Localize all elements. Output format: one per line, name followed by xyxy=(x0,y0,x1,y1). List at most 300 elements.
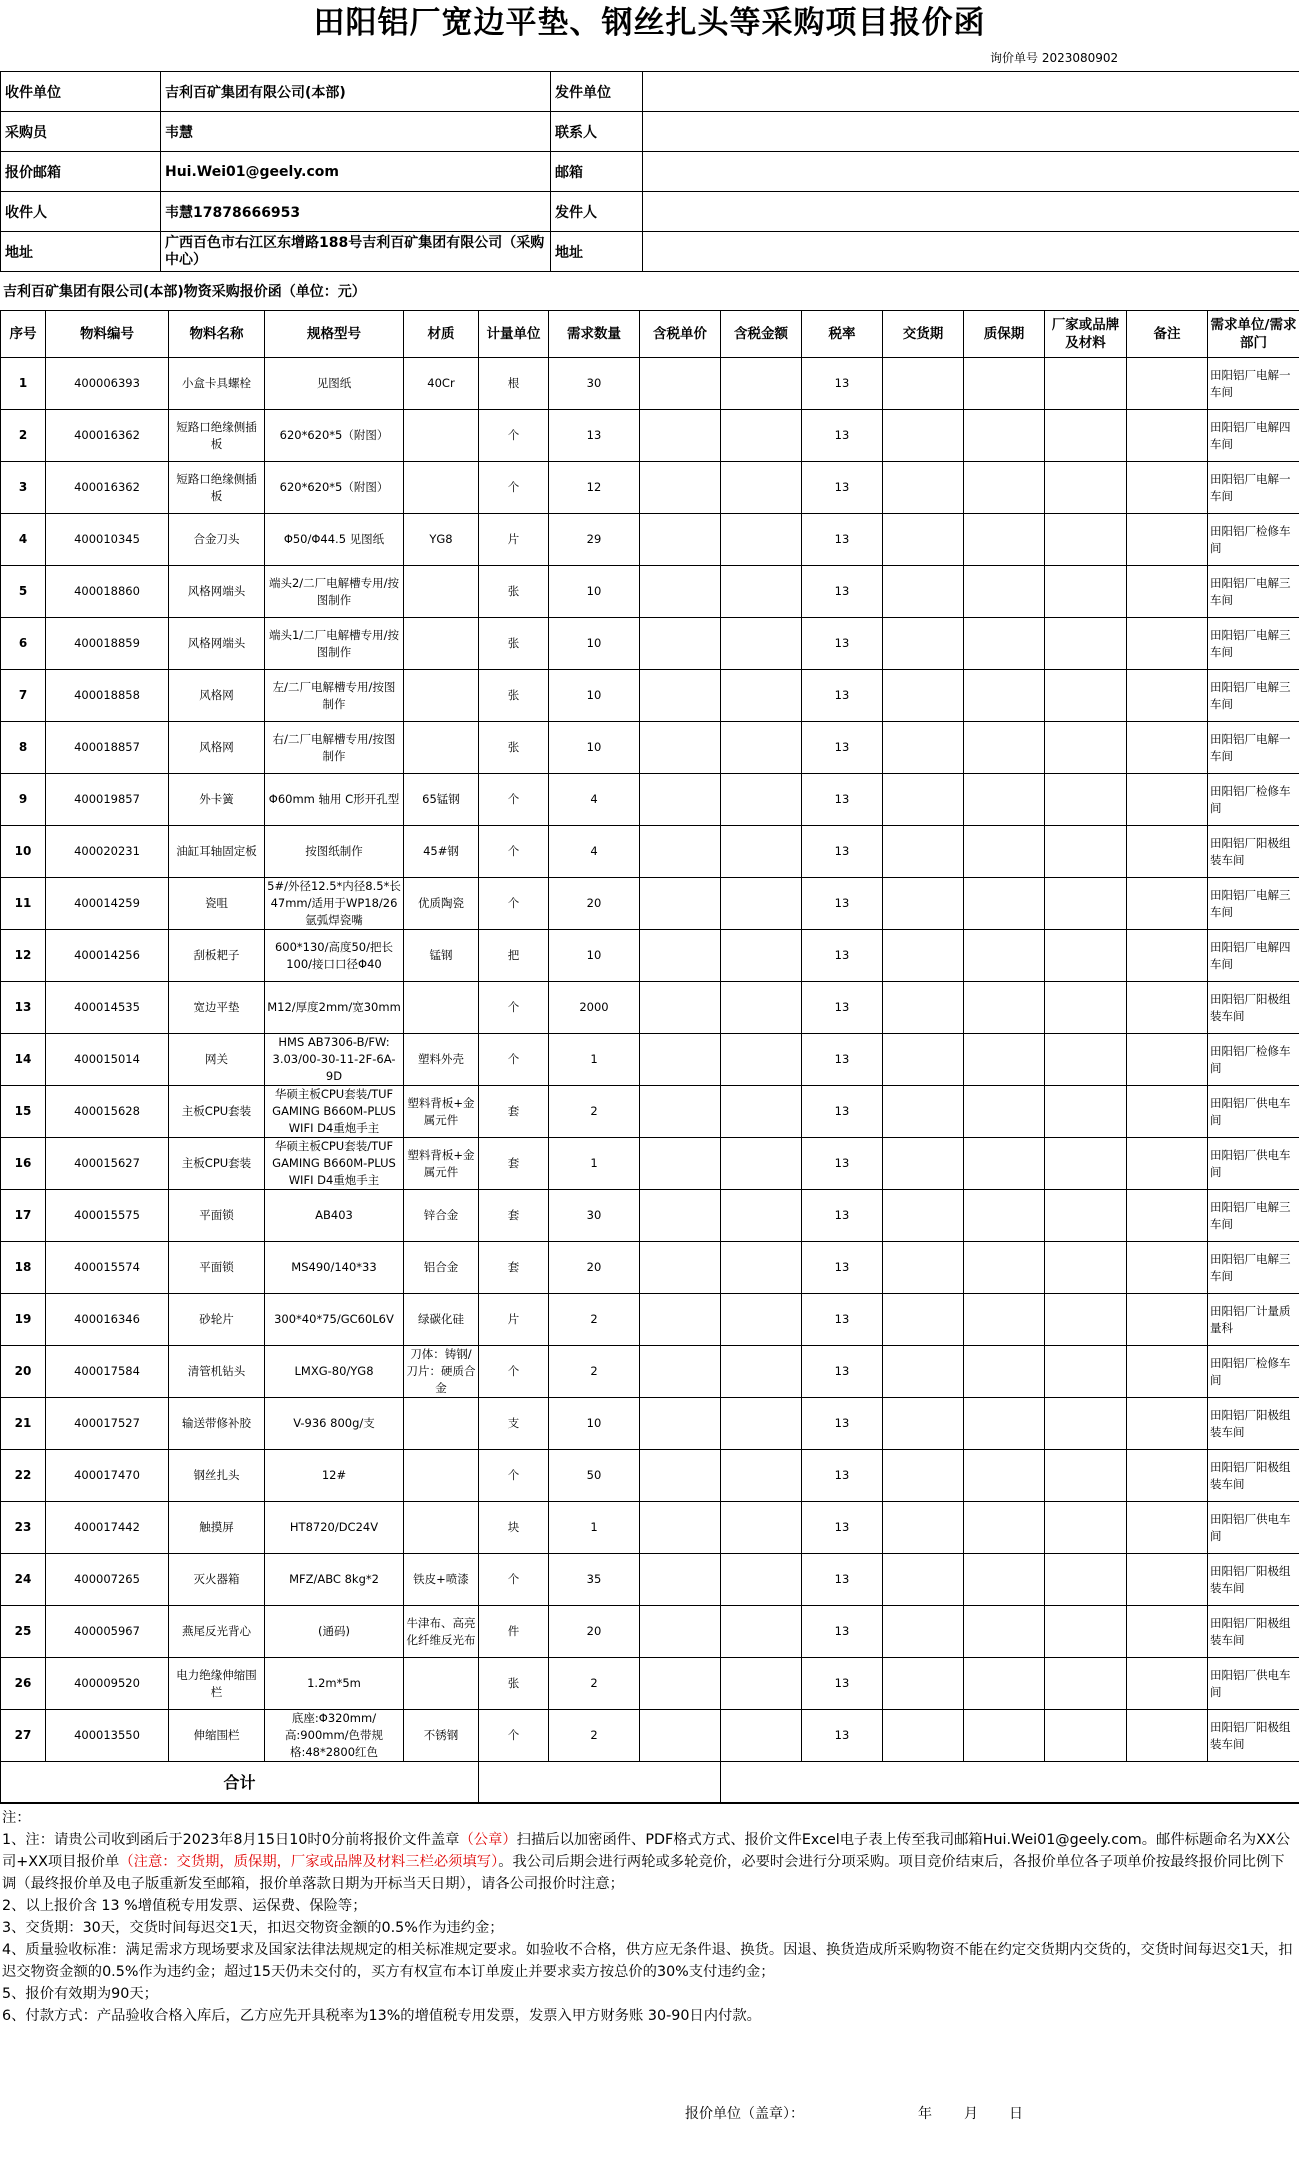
table-cell: 18 xyxy=(1,1242,46,1294)
signature-month: 月 xyxy=(964,2106,978,2122)
table-cell: 1 xyxy=(1,358,46,410)
table-cell xyxy=(964,1190,1045,1242)
table-cell: 伸缩围栏 xyxy=(169,1710,265,1762)
table-cell xyxy=(1127,1606,1208,1658)
table-cell xyxy=(1045,1190,1127,1242)
table-cell: 5 xyxy=(1,566,46,618)
table-cell: 塑料背板+金属元件 xyxy=(404,1086,479,1138)
table-cell: 8 xyxy=(1,722,46,774)
table-cell: 400005967 xyxy=(46,1606,169,1658)
table-cell: 2 xyxy=(1,410,46,462)
table-row xyxy=(1,670,1299,722)
table-cell: 12# xyxy=(265,1450,404,1502)
table-cell: 20 xyxy=(549,878,640,930)
table-cell xyxy=(883,1346,964,1398)
table-cell: 4 xyxy=(549,774,640,826)
table-cell: 主板CPU套装 xyxy=(169,1086,265,1138)
header-label-2: 地址 xyxy=(551,232,643,272)
table-cell xyxy=(1127,774,1208,826)
table-cell: 右/二厂电解槽专用/按图制作 xyxy=(265,722,404,774)
table-cell xyxy=(640,930,721,982)
table-cell: 张 xyxy=(479,722,549,774)
table-row xyxy=(1,1346,1299,1398)
table-cell: 田阳铝厂阳极组装车间 xyxy=(1208,1398,1299,1450)
column-header: 物料名称 xyxy=(169,311,265,358)
table-cell: HT8720/DC24V xyxy=(265,1502,404,1554)
header-label-2: 邮箱 xyxy=(551,152,643,192)
table-cell: 19 xyxy=(1,1294,46,1346)
table-cell xyxy=(883,878,964,930)
table-cell: 田阳铝厂电解一车间 xyxy=(1208,358,1299,410)
table-cell: 锰钢 xyxy=(404,930,479,982)
table-cell xyxy=(1127,1242,1208,1294)
table-cell: 40Cr xyxy=(404,358,479,410)
table-row xyxy=(1,1398,1299,1450)
table-row xyxy=(1,1606,1299,1658)
table-row xyxy=(1,566,1299,618)
table-cell xyxy=(1045,878,1127,930)
header-row xyxy=(1,72,1299,112)
table-cell: 牛津布、高亮化纤维反光布 xyxy=(404,1606,479,1658)
table-cell xyxy=(883,930,964,982)
table-cell: 400018860 xyxy=(46,566,169,618)
header-label-2: 发件人 xyxy=(551,192,643,232)
table-cell: 塑料外壳 xyxy=(404,1034,479,1086)
column-header: 含税单价 xyxy=(640,311,721,358)
table-cell: 10 xyxy=(549,930,640,982)
table-cell: 个 xyxy=(479,1710,549,1762)
table-row xyxy=(1,1034,1299,1086)
table-cell xyxy=(964,826,1045,878)
table-cell: 10 xyxy=(549,566,640,618)
table-row xyxy=(1,1502,1299,1554)
table-cell: 10 xyxy=(549,670,640,722)
table-cell: 刮板耙子 xyxy=(169,930,265,982)
table-cell: 1 xyxy=(549,1034,640,1086)
table-cell: 15 xyxy=(1,1086,46,1138)
column-header: 质保期 xyxy=(964,311,1045,358)
table-cell xyxy=(1045,1398,1127,1450)
table-cell: 400018857 xyxy=(46,722,169,774)
table-cell xyxy=(1127,722,1208,774)
table-cell xyxy=(1045,1242,1127,1294)
table-cell xyxy=(1127,878,1208,930)
note-4: 4、质量验收标准：满足需求方现场要求及国家法律法规规定的相关标准规定要求。如验收不合格，供方应无条件退、换货。因退、换货造成所采购物资不能在约定交货期内交货的，交货时间每迟交1天，扣迟交物资金额的0.5%作为违约金；超过15天仍未交付的，买方有权宣布本订单废止并要求卖方按总价的30%支付违约金； xyxy=(2,1942,1293,1980)
table-cell xyxy=(1127,1398,1208,1450)
table-row xyxy=(1,930,1299,982)
table-cell: 左/二厂电解槽专用/按图制作 xyxy=(265,670,404,722)
table-cell: 田阳铝厂电解三车间 xyxy=(1208,670,1299,722)
table-cell xyxy=(404,1502,479,1554)
table-cell: 13 xyxy=(802,1086,883,1138)
table-cell: 13 xyxy=(549,410,640,462)
table-cell: 20 xyxy=(549,1606,640,1658)
note-5: 5、报价有效期为90天； xyxy=(2,1986,158,2002)
table-cell xyxy=(1045,358,1127,410)
table-cell xyxy=(721,566,802,618)
table-cell xyxy=(1127,1554,1208,1606)
table-cell: 铝合金 xyxy=(404,1242,479,1294)
table-cell xyxy=(721,1190,802,1242)
signature-day: 日 xyxy=(1009,2106,1023,2122)
table-cell: 26 xyxy=(1,1658,46,1710)
table-cell: 端头2/二厂电解槽专用/按图制作 xyxy=(265,566,404,618)
table-cell: 田阳铝厂电解三车间 xyxy=(1208,618,1299,670)
table-cell xyxy=(883,1294,964,1346)
table-cell xyxy=(640,670,721,722)
table-cell xyxy=(721,1606,802,1658)
table-cell xyxy=(640,722,721,774)
table-cell xyxy=(1127,1294,1208,1346)
table-cell: HMS AB7306-B/FW: 3.03/00-30-11-2F-6A-9D xyxy=(265,1034,404,1086)
table-cell xyxy=(404,982,479,1034)
table-cell xyxy=(964,1138,1045,1190)
table-cell: 小盒卡具螺栓 xyxy=(169,358,265,410)
note-6: 6、付款方式：产品验收合格入库后，乙方应先开具税率为13%的增值税专用发票，发票入甲方财务账 30-90日内付款。 xyxy=(2,2008,761,2024)
table-cell: 24 xyxy=(1,1554,46,1606)
table-cell: 400016362 xyxy=(46,462,169,514)
table-cell: 13 xyxy=(802,878,883,930)
table-cell: 21 xyxy=(1,1398,46,1450)
table-cell xyxy=(883,1138,964,1190)
table-row xyxy=(1,1710,1299,1762)
table-cell: 2 xyxy=(549,1294,640,1346)
table-cell xyxy=(964,878,1045,930)
table-cell xyxy=(964,1502,1045,1554)
note-1-part-c: 扫描后以加密函件、PDF格式方式、报价文件Excel电子表上传至我司邮箱Hui.Wei01@geely.com。邮件标题命名为XX公司+XX项目报价单 xyxy=(2,1832,1290,1870)
table-cell xyxy=(404,722,479,774)
table-cell xyxy=(1127,1034,1208,1086)
table-cell xyxy=(640,1606,721,1658)
table-cell xyxy=(640,826,721,878)
table-cell: 10 xyxy=(549,618,640,670)
table-cell xyxy=(1045,1086,1127,1138)
table-cell xyxy=(640,1242,721,1294)
table-cell: 油缸耳轴固定板 xyxy=(169,826,265,878)
table-cell: 20 xyxy=(549,1242,640,1294)
table-cell: 400010345 xyxy=(46,514,169,566)
header-label-2: 发件单位 xyxy=(551,72,643,112)
table-cell xyxy=(404,410,479,462)
table-cell: 400017470 xyxy=(46,1450,169,1502)
table-cell xyxy=(964,1710,1045,1762)
table-cell: 1 xyxy=(549,1502,640,1554)
table-cell xyxy=(1127,358,1208,410)
table-cell: 端头1/二厂电解槽专用/按图制作 xyxy=(265,618,404,670)
table-cell xyxy=(721,1138,802,1190)
table-cell: 块 xyxy=(479,1502,549,1554)
table-cell xyxy=(1127,982,1208,1034)
table-cell xyxy=(640,1034,721,1086)
table-cell: 田阳铝厂供电车间 xyxy=(1208,1658,1299,1710)
table-cell: 田阳铝厂电解四车间 xyxy=(1208,930,1299,982)
table-cell: Φ50/Φ44.5 见图纸 xyxy=(265,514,404,566)
table-cell: 个 xyxy=(479,1346,549,1398)
notes-section xyxy=(0,1803,1299,2176)
table-cell: 14 xyxy=(1,1034,46,1086)
table-cell: 田阳铝厂检修车间 xyxy=(1208,1034,1299,1086)
table-cell: 400015628 xyxy=(46,1086,169,1138)
column-header: 交货期 xyxy=(883,311,964,358)
table-cell: 套 xyxy=(479,1138,549,1190)
table-cell: 45#钢 xyxy=(404,826,479,878)
table-cell xyxy=(1127,1138,1208,1190)
table-row xyxy=(1,878,1299,930)
table-title: 吉利百矿集团有限公司(本部)物资采购报价函（单位：元） xyxy=(3,284,366,300)
table-cell xyxy=(964,1242,1045,1294)
table-cell: 田阳铝厂电解一车间 xyxy=(1208,462,1299,514)
header-row xyxy=(1,192,1299,232)
table-cell xyxy=(404,1398,479,1450)
table-cell: 田阳铝厂阳极组装车间 xyxy=(1208,826,1299,878)
table-cell xyxy=(883,462,964,514)
table-cell: 13 xyxy=(802,774,883,826)
table-cell xyxy=(640,1658,721,1710)
table-cell xyxy=(640,1086,721,1138)
table-cell: 300*40*75/GC60L6V xyxy=(265,1294,404,1346)
table-cell xyxy=(1127,1086,1208,1138)
table-cell: 13 xyxy=(802,358,883,410)
table-cell: 400019857 xyxy=(46,774,169,826)
table-cell xyxy=(883,514,964,566)
table-row xyxy=(1,618,1299,670)
table-cell xyxy=(883,826,964,878)
table-cell xyxy=(721,1554,802,1606)
table-cell xyxy=(1127,670,1208,722)
table-cell: 个 xyxy=(479,1450,549,1502)
header-value-2 xyxy=(643,152,1299,192)
table-cell xyxy=(640,1502,721,1554)
table-cell: 片 xyxy=(479,1294,549,1346)
table-cell: 个 xyxy=(479,1034,549,1086)
table-cell: 把 xyxy=(479,930,549,982)
table-cell xyxy=(640,1138,721,1190)
header-value: 广西百色市右江区东增路188号吉利百矿集团有限公司（采购中心） xyxy=(161,232,551,272)
table-cell xyxy=(964,1606,1045,1658)
signature-year: 年 xyxy=(918,2106,932,2122)
table-cell: 400015627 xyxy=(46,1138,169,1190)
table-cell: 620*620*5（附图） xyxy=(265,462,404,514)
header-value-2 xyxy=(643,232,1299,272)
table-cell: 13 xyxy=(802,670,883,722)
table-cell: 13 xyxy=(802,1502,883,1554)
table-cell xyxy=(404,1658,479,1710)
note-1 xyxy=(2,1829,1297,1895)
table-cell xyxy=(1045,462,1127,514)
table-cell: 400016346 xyxy=(46,1294,169,1346)
header-label: 报价邮箱 xyxy=(1,152,161,192)
table-cell: V-936 800g/支 xyxy=(265,1398,404,1450)
table-cell: 22 xyxy=(1,1450,46,1502)
table-cell: 3 xyxy=(1,462,46,514)
table-cell xyxy=(640,514,721,566)
table-cell: 平面锁 xyxy=(169,1190,265,1242)
table-cell: 塑料背板+金属元件 xyxy=(404,1138,479,1190)
table-cell xyxy=(404,566,479,618)
header-value-2 xyxy=(643,112,1299,152)
table-cell: 400015014 xyxy=(46,1034,169,1086)
table-cell: 400020231 xyxy=(46,826,169,878)
table-cell xyxy=(721,722,802,774)
table-cell xyxy=(721,1450,802,1502)
table-cell: 田阳铝厂阳极组装车间 xyxy=(1208,1450,1299,1502)
table-cell: 13 xyxy=(802,1450,883,1502)
table-cell: 个 xyxy=(479,982,549,1034)
table-cell xyxy=(1127,462,1208,514)
table-cell: 50 xyxy=(549,1450,640,1502)
table-cell xyxy=(883,1190,964,1242)
table-row xyxy=(1,1086,1299,1138)
table-cell xyxy=(1045,722,1127,774)
note-2: 2、以上报价含 13 %增值税专用发票、运保费、保险等； xyxy=(2,1898,367,1914)
table-cell: 400015574 xyxy=(46,1242,169,1294)
header-value-2 xyxy=(643,192,1299,232)
table-cell: 底座:Φ320mm/高:900mm/色带规格:48*2800红色 xyxy=(265,1710,404,1762)
table-cell xyxy=(964,982,1045,1034)
column-header: 需求数量 xyxy=(549,311,640,358)
table-cell xyxy=(404,670,479,722)
table-cell: AB403 xyxy=(265,1190,404,1242)
table-cell: 13 xyxy=(802,1294,883,1346)
table-cell xyxy=(721,514,802,566)
table-cell xyxy=(721,1398,802,1450)
table-cell xyxy=(640,358,721,410)
table-cell: 13 xyxy=(802,826,883,878)
table-row xyxy=(1,826,1299,878)
table-cell xyxy=(721,358,802,410)
table-cell: 按图纸制作 xyxy=(265,826,404,878)
table-cell xyxy=(404,1450,479,1502)
table-cell xyxy=(964,462,1045,514)
table-cell xyxy=(964,1034,1045,1086)
table-cell xyxy=(883,1710,964,1762)
table-cell xyxy=(1127,1502,1208,1554)
table-row xyxy=(1,1554,1299,1606)
table-cell: 田阳铝厂检修车间 xyxy=(1208,1346,1299,1398)
table-cell: 件 xyxy=(479,1606,549,1658)
table-cell xyxy=(640,410,721,462)
table-cell: 30 xyxy=(549,358,640,410)
table-cell xyxy=(1045,1658,1127,1710)
table-cell: 400017584 xyxy=(46,1346,169,1398)
table-cell xyxy=(721,1294,802,1346)
table-cell: 620*620*5（附图） xyxy=(265,410,404,462)
table-cell: 17 xyxy=(1,1190,46,1242)
table-cell xyxy=(721,670,802,722)
table-cell xyxy=(1045,1710,1127,1762)
table-cell xyxy=(883,1554,964,1606)
table-cell: 张 xyxy=(479,670,549,722)
table-cell xyxy=(1045,670,1127,722)
table-cell xyxy=(1045,930,1127,982)
document-title: 田阳铝厂宽边平垫、钢丝扎头等采购项目报价函 xyxy=(313,5,986,41)
table-cell: 29 xyxy=(549,514,640,566)
table-cell: 不锈钢 xyxy=(404,1710,479,1762)
table-cell: (通码) xyxy=(265,1606,404,1658)
table-row xyxy=(1,358,1299,410)
table-cell: 2 xyxy=(549,1086,640,1138)
table-cell xyxy=(721,1502,802,1554)
table-cell: 13 xyxy=(802,1346,883,1398)
table-cell: 田阳铝厂阳极组装车间 xyxy=(1208,1606,1299,1658)
table-cell xyxy=(640,1450,721,1502)
table-cell xyxy=(640,774,721,826)
table-cell xyxy=(640,1190,721,1242)
table-cell xyxy=(1045,826,1127,878)
table-cell: 13 xyxy=(802,1190,883,1242)
table-cell: 刀体：铸钢/刀片：硬质合金 xyxy=(404,1346,479,1398)
table-cell xyxy=(1045,514,1127,566)
table-row xyxy=(1,774,1299,826)
table-cell: 铁皮+喷漆 xyxy=(404,1554,479,1606)
table-cell: 13 xyxy=(802,722,883,774)
table-cell xyxy=(964,670,1045,722)
table-cell xyxy=(640,1346,721,1398)
table-cell: 田阳铝厂电解三车间 xyxy=(1208,1190,1299,1242)
column-header: 需求单位/需求部门 xyxy=(1208,311,1299,358)
table-cell: 触摸屏 xyxy=(169,1502,265,1554)
notes-heading: 注： xyxy=(2,1810,31,1826)
table-cell: 27 xyxy=(1,1710,46,1762)
table-cell xyxy=(721,1086,802,1138)
table-cell xyxy=(640,1554,721,1606)
table-cell: 30 xyxy=(549,1190,640,1242)
table-cell: 网关 xyxy=(169,1034,265,1086)
table-cell: 7 xyxy=(1,670,46,722)
table-cell: 套 xyxy=(479,1086,549,1138)
header-row xyxy=(1,232,1299,272)
table-row xyxy=(1,1658,1299,1710)
table-cell: 13 xyxy=(802,930,883,982)
table-cell: 600*130/高度50/把长100/接口口径Φ40 xyxy=(265,930,404,982)
table-cell xyxy=(883,410,964,462)
table-cell: 400017527 xyxy=(46,1398,169,1450)
table-cell xyxy=(1127,1450,1208,1502)
table-cell xyxy=(1127,1190,1208,1242)
table-cell xyxy=(1127,514,1208,566)
table-cell xyxy=(1045,1606,1127,1658)
table-cell: 13 xyxy=(802,1710,883,1762)
column-header: 备注 xyxy=(1127,311,1208,358)
table-cell: 400016362 xyxy=(46,410,169,462)
table-cell xyxy=(964,1658,1045,1710)
table-cell xyxy=(721,462,802,514)
table-cell: 400006393 xyxy=(46,358,169,410)
table-cell: 13 xyxy=(802,410,883,462)
table-cell xyxy=(883,982,964,1034)
header-value: 吉利百矿集团有限公司(本部) xyxy=(161,72,551,112)
table-cell: 10 xyxy=(549,1398,640,1450)
table-cell: 外卡簧 xyxy=(169,774,265,826)
table-cell: 10 xyxy=(1,826,46,878)
table-cell: 田阳铝厂检修车间 xyxy=(1208,514,1299,566)
table-cell: M12/厚度2mm/宽30mm xyxy=(265,982,404,1034)
table-cell xyxy=(883,670,964,722)
table-cell: 锌合金 xyxy=(404,1190,479,1242)
table-cell: 田阳铝厂供电车间 xyxy=(1208,1138,1299,1190)
table-cell: 6 xyxy=(1,618,46,670)
column-header: 序号 xyxy=(1,311,46,358)
table-cell: 10 xyxy=(549,722,640,774)
table-cell: 13 xyxy=(802,982,883,1034)
items-table xyxy=(0,310,1299,1803)
table-cell: 13 xyxy=(802,1138,883,1190)
table-row xyxy=(1,982,1299,1034)
table-cell xyxy=(883,358,964,410)
note-1-seal: （公章） xyxy=(459,1832,517,1848)
table-cell xyxy=(640,566,721,618)
table-cell: 田阳铝厂阳极组装车间 xyxy=(1208,1710,1299,1762)
